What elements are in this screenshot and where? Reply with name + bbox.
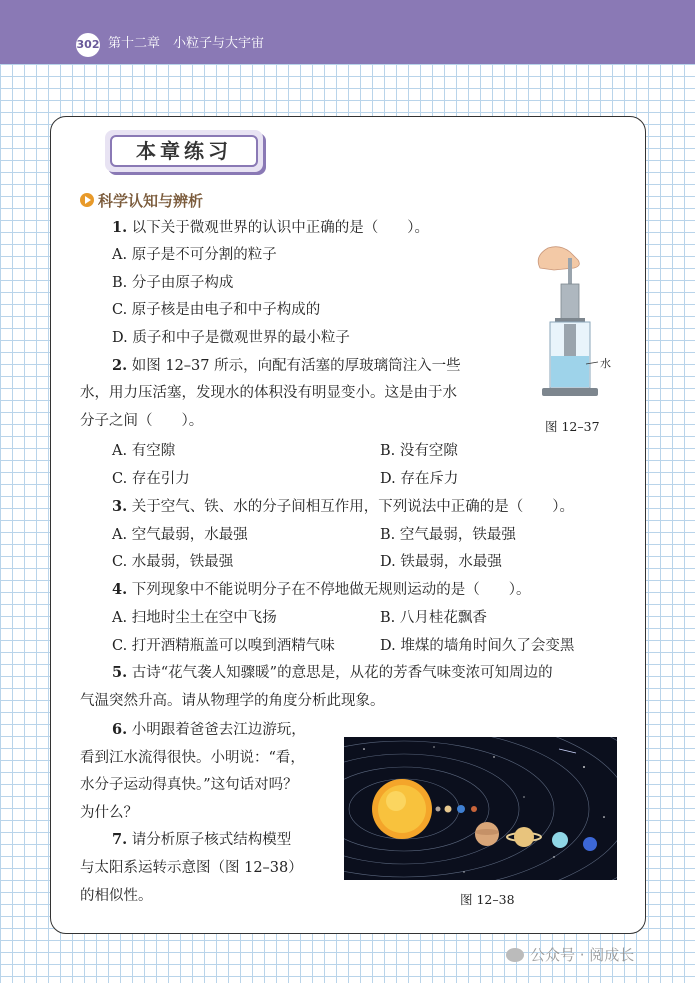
question-4 [112,580,531,600]
q3-option-c: C. 水最弱，铁最强 [112,554,234,570]
q7-line-2: 与太阳系运转示意图（图 12–38） [80,860,303,876]
question-number: 2. [112,357,128,374]
q3-option-a: A. 空气最弱，水最强 [112,527,248,543]
piston-cylinder-figure [528,246,618,406]
question-number: 5. [112,664,128,681]
wechat-icon [506,948,524,962]
question-text: 关于空气、铁、水的分子间相互作用，下列说法中正确的是（ ）。 [131,499,574,515]
q3-option-d: D. 铁最弱，水最强 [380,554,502,570]
watermark-text: 公众号 · 阅成长 [530,946,635,964]
q4-option-b: B. 八月桂花飘香 [380,610,487,626]
page-title: 本章练习 [110,135,258,167]
play-bullet-icon [80,193,94,207]
question-text: 如图 12–37 所示，向配有活塞的厚玻璃筒注入一些 [131,358,461,374]
question-text: 下列现象中不能说明分子在不停地做无规则运动的是（ ）。 [131,582,531,598]
question-2 [112,356,461,376]
question-number: 7. [112,831,128,848]
question-text: 古诗“花气袭人知骤暖”的意思是，从花的芳香气味变浓可知周边的 [131,665,553,681]
watermark [506,944,634,965]
q2-line-3: 分子之间（ ）。 [80,413,204,429]
q5-line-2: 气温突然升高。请从物理学的角度分析此现象。 [80,693,385,709]
title-badge [105,130,263,172]
q2-option-d: D. 存在斥力 [380,471,459,487]
question-7 [112,830,291,850]
question-text: 请分析原子核式结构模型 [131,832,292,848]
question-text: 以下关于微观世界的认识中正确的是（ ）。 [131,220,429,236]
question-6 [112,720,306,740]
q1-option-b: B. 分子由原子构成 [112,275,234,291]
question-1 [112,218,429,238]
q6-line-3: 水分子运动得真快。”这句话对吗？ [80,777,298,793]
page-header [0,0,695,64]
q6-line-4: 为什么？ [80,805,138,821]
q1-option-a: A. 原子是不可分割的粒子 [112,247,277,263]
question-5 [112,663,553,683]
page-number: 302 [76,33,100,57]
question-3 [112,497,574,517]
q1-option-d: D. 质子和中子是微观世界的最小粒子 [112,330,350,346]
q2-option-a: A. 有空隙 [112,443,176,459]
q4-option-a: A. 扫地时尘土在空中飞扬 [112,610,277,626]
figure-2-caption: 图 12–38 [460,892,515,907]
q1-option-c: C. 原子核是由电子和中子构成的 [112,302,321,318]
question-text: 小明跟着爸爸去江边游玩， [131,722,306,738]
q2-option-c: C. 存在引力 [112,471,190,487]
chapter-title: 第十二章 小粒子与大宇宙 [108,36,265,51]
question-number: 4. [112,581,128,598]
q3-option-b: B. 空气最弱，铁最强 [380,527,516,543]
solar-system-figure [344,737,617,880]
q6-line-2: 看到江水流得很快。小明说：“看， [80,750,305,766]
q2-option-b: B. 没有空隙 [380,443,458,459]
q4-option-c: C. 打开酒精瓶盖可以嗅到酒精气味 [112,638,335,654]
question-number: 3. [112,498,128,515]
section-heading [80,190,203,211]
water-label: 水 [600,357,611,370]
question-number: 1. [112,219,128,236]
q4-option-d: D. 堆煤的墙角时间久了会变黑 [380,638,575,654]
q2-line-2: 水，用力压活塞，发现水的体积没有明显变小。这是由于水 [80,385,457,401]
question-number: 6. [112,721,128,738]
q7-line-3: 的相似性。 [80,888,153,904]
figure-1-caption: 图 12–37 [545,419,600,434]
section-label: 科学认知与辨析 [98,192,204,210]
